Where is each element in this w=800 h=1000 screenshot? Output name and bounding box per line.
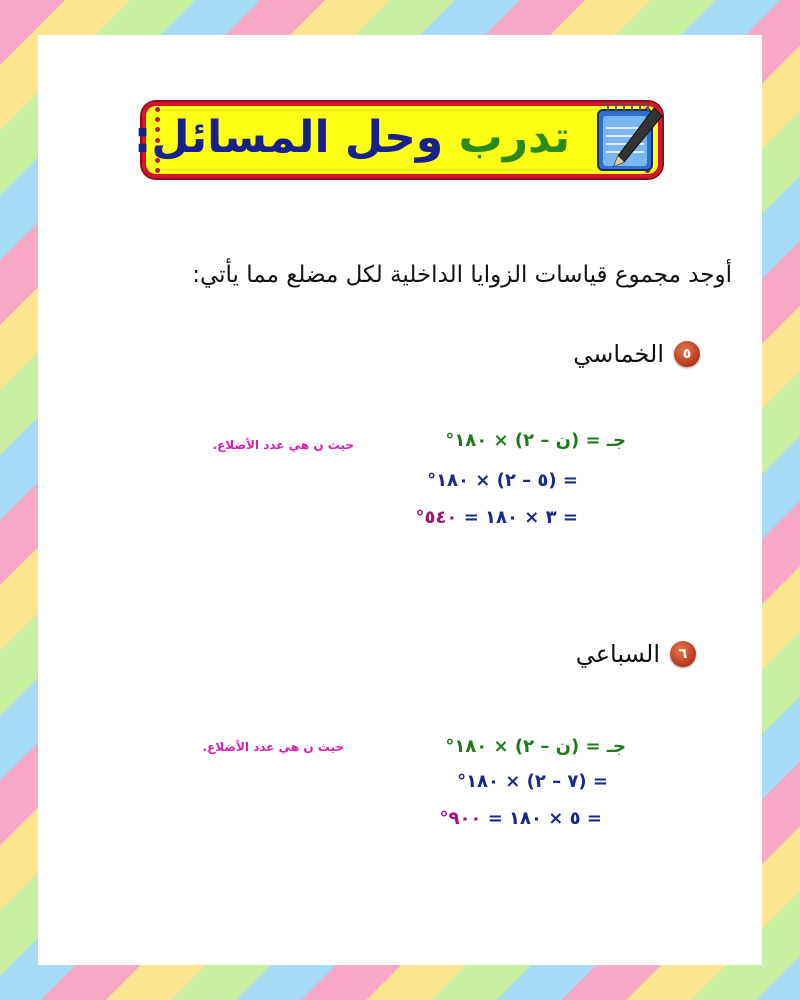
title-word-practice: تدرب [458,112,570,163]
question-text: أوجد مجموع قياسات الزوايا الداخلية لكل مضلع مما يأتي: [192,262,732,288]
formula-prefix: جـ [606,430,626,451]
formula-line-1 [445,736,626,757]
item-label: الخماسي [573,340,664,368]
formula-expression: = (ن – ٢) × ١٨٠° [445,430,607,451]
formula-note: حيث ن هي عدد الأضلاع. [202,740,344,754]
formula-line-3 [439,808,602,829]
formula-result: ٩٠٠° [439,808,482,829]
formula-line-1 [445,430,626,451]
formula-expression: = (ن – ٢) × ١٨٠° [445,736,607,757]
formula-line-3 [415,507,578,528]
formula-step: = ٣ × ١٨٠ = [457,507,578,528]
formula-prefix: جـ [606,736,626,757]
title-words-solve: وحل المسائل: [133,112,459,163]
item-number-badge: ٥ [674,341,700,367]
item-heptagon [576,640,696,668]
item-number-badge: ٦ [670,641,696,667]
formula-line-2: = (٧ – ٢) × ١٨٠° [457,771,608,792]
notebook-pencil-icon [590,100,668,178]
page-title [134,108,570,168]
item-label: السباعي [575,640,660,668]
title-banner [133,102,662,178]
formula-result: ٥٤٠° [415,507,458,528]
item-pentagon [573,340,700,368]
formula-note: حيث ن هي عدد الأضلاع. [212,438,354,452]
formula-step: = ٥ × ١٨٠ = [481,808,602,829]
formula-line-2: = (٥ – ٢) × ١٨٠° [427,470,578,491]
